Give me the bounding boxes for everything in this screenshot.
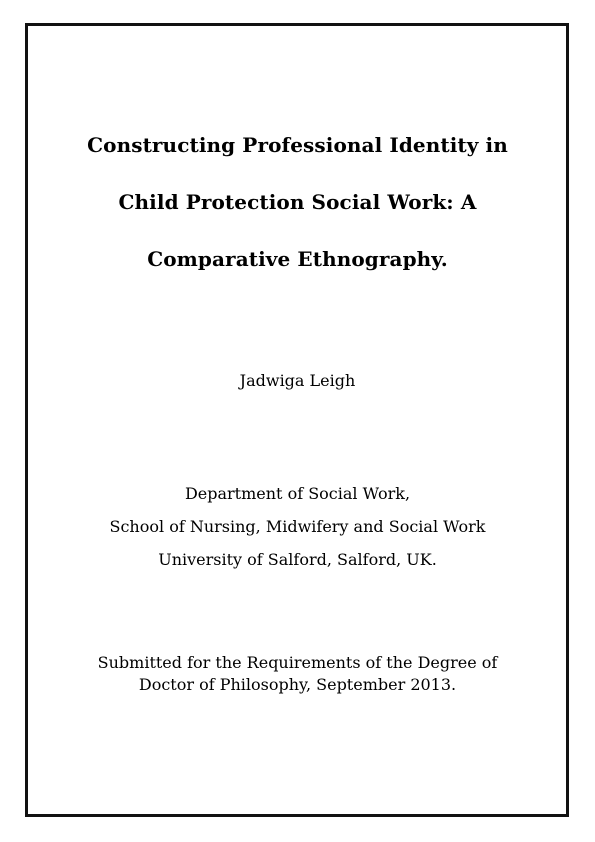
submission-line-2: Doctor of Philosophy, September 2013.	[138, 675, 457, 694]
affiliation	[0, 483, 595, 582]
school-line: School of Nursing, Midwifery and Social Work	[109, 517, 486, 536]
title-line-1: Constructing Professional Identity in	[87, 133, 508, 157]
title-line-3: Comparative Ethnography.	[147, 247, 448, 271]
thesis-title	[0, 128, 595, 299]
department-line: Department of Social Work,	[184, 484, 411, 503]
title-line-2: Child Protection Social Work: A	[118, 190, 477, 214]
submission-line-1: Submitted for the Requirements of the Degree of	[97, 653, 498, 672]
university-line: University of Salford, Salford, UK.	[158, 550, 437, 569]
author-name: Jadwiga Leigh	[239, 371, 356, 390]
submission-statement	[0, 652, 595, 696]
